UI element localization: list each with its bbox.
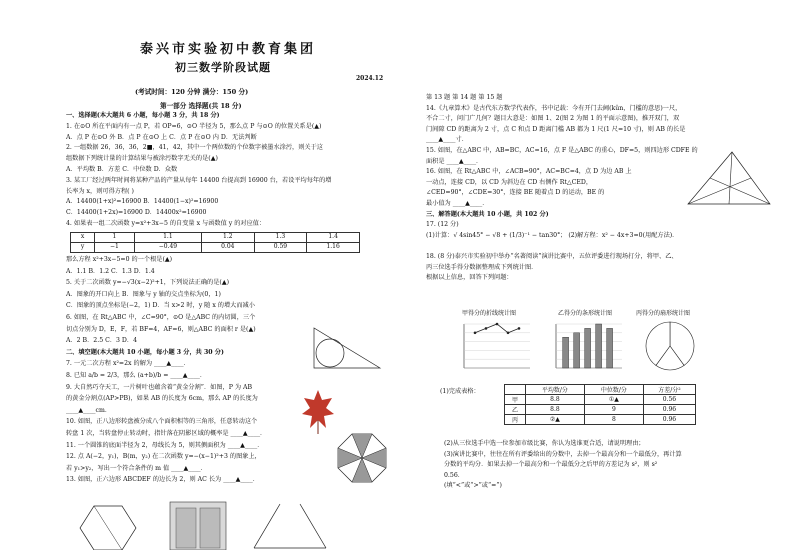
bar [563, 337, 569, 368]
text-line: C．图象的顶点坐标是(−2，1) D．当 x>2 时，y 随 x 的增大而减小 [66, 302, 255, 310]
bar-chart [546, 316, 628, 376]
text-line: 2. 一组数据 26，36，36，2■，41，42，其中一个两位数的个位数字被墨水涂污，则关于这 [66, 144, 323, 152]
table-cell: 0.96 [643, 415, 695, 425]
table-row [71, 233, 360, 243]
table-cell: ①▲ [584, 395, 643, 405]
table-cell: 1.3 [254, 233, 307, 243]
text-line: ∠CED=90°，∠CDE=30°，连接 BE 随着点 D 的运动，BE 的 [426, 189, 605, 197]
text-line: (1)计算：√ 4sin45° − √8 + (1/3)⁻¹ − tan30°； (2)解方程：x² − 4x+3=0(用配方法)． [426, 231, 679, 239]
table-cell: 1.1 [134, 233, 201, 243]
bar [596, 324, 602, 368]
table-cell: 甲 [505, 395, 526, 405]
text-line: ____▲____cm． [66, 406, 112, 414]
pie-chart [640, 316, 700, 376]
text-line: 的黄金分割点(AP>PB)，如果 AB 的长度为 6cm，那么 AP 的长度为 [66, 395, 258, 403]
text-line: A．1.1 B．1.2 C．1.3 D．1.4 [66, 267, 155, 275]
text-line: 分数的平均分．如果去掉一个最高分和一个最低分之后甲的方差记为 s²，则 s² [444, 461, 658, 469]
data-point [518, 327, 521, 330]
text-line: C．14400(1+2x)=16900 D．14400x²=16900 [66, 209, 207, 217]
text-line: 7. 一元二次方程 x²=2x 的解为 ____▲____． [66, 360, 190, 368]
text-line: 切点分别为 D，E，F，若 BF=4，AF=6，则△ABC 的面积 r 是(▲) [66, 325, 256, 333]
bar [574, 333, 580, 368]
text-line: A．图象的开口向上 B．图象与 y 轴的交点坐标为(0，1) [66, 290, 221, 298]
exam-title: 初三数学阶段试题 [175, 61, 271, 74]
octagon-spinner [336, 432, 388, 484]
text-line: 不合二寸，问门广几何？题目大意是：如图 1、2(图 2 为图 1 的平面示意图)，推开双门，双 [426, 115, 680, 123]
table-row [505, 415, 696, 425]
text-line: 1. 在⊙O 所在平面内有一点 P，若 OP=6，⊙O 半径为 5，那么点 P 与⊙O 的位置关系是(▲) [66, 122, 322, 130]
text-line: 18. (8 分)泰兴市实验初中举办“名著阅读”演讲比赛中，五位评委进行现场打分，将甲、乙、 [426, 253, 678, 260]
table-header-cell: 平均数/分 [525, 385, 584, 395]
text-line: A．点 P 在⊙O 外 B．点 P 在⊙O 上 C．点 P 在⊙O 内 D．无法判断 [66, 133, 257, 141]
text-line: 11. 一个圆锥的底面半径为 2，母线长为 5，则其侧面积为 ____▲____． [66, 441, 264, 449]
text-line: 3. 某工厂经过两年时间将某种产品的产量从每年 14400 台提高到 16900 台，若设平均每年的增 [66, 176, 332, 184]
text-line: 6. 如图，在 Rt△ABC 中，∠C=90°，⊙O 是△ABC 的内切圆，三个 [66, 314, 256, 321]
text-line: 15. 如图，在△ABC 中，AB=BC，AC=16，点 F 是△ABC 的重心，DF=5，则四边形 CDFE 的 [426, 147, 698, 154]
table-row [71, 243, 360, 253]
data-point [485, 327, 488, 330]
table-cell: 0.96 [643, 405, 695, 415]
text-line: 10. 如图，正八边形转盘被分成八个面积相等的三角形，任意转动这个 [66, 418, 258, 426]
door-figure [168, 500, 228, 550]
text-line: A．2 B．2.5 C．3 D．4 [66, 337, 138, 345]
part-one-heading: 第一部分 选择题(共 18 分) [160, 102, 242, 110]
table-cell: −0.49 [134, 243, 201, 253]
table-cell: 9 [584, 405, 643, 415]
chart2-title: 乙得分的条形统计图 [558, 310, 613, 317]
text-line: 丙三位选手得分数据整理成下列统计图． [426, 263, 538, 271]
incircle-figure [312, 324, 382, 370]
series-line [475, 324, 519, 333]
text-line: A．14400(1+x)²=16900 B．14400(1−x)²=16900 [66, 198, 219, 206]
table-cell: ②▲ [525, 415, 584, 425]
data-point [507, 332, 510, 335]
table-cell: y [71, 243, 95, 253]
table-q4 [70, 232, 360, 253]
bar [585, 328, 591, 368]
line-chart [454, 316, 536, 376]
text-line: 二、填空题(本大题共 10 小题，每小题 3 分，共 30 分) [66, 348, 224, 356]
text-line: 三、解答题(本大题共 10 小题，共 102 分) [426, 210, 549, 218]
text-line: 8. 已知 a/b = 2/3，那么 (a+b)/b = ____▲____． [66, 372, 207, 379]
text-line: ____▲____寸． [426, 136, 468, 144]
table-cell: 乙 [505, 405, 526, 415]
text-line: 0.56． [444, 471, 464, 479]
chart3-title: 丙得分的扇形统计图 [636, 310, 691, 317]
text-line: 那么方程 x²+3x−5=0 的一个根是(▲) [66, 256, 173, 263]
hexagon-figure [78, 502, 138, 550]
table-header-cell: 方差/分² [643, 385, 695, 395]
text-line: 面积是 ____▲____． [426, 157, 483, 165]
table-header-cell: 中位数/分 [584, 385, 643, 395]
leaf-figure [300, 388, 336, 436]
table-cell: 1.2 [201, 233, 254, 243]
text-line: 门间隙 CD 的距离为 2 寸，点 C 和点 D 距离门槛 AB 都为 1 尺(1 尺=10 寸)，则 AB 的长是 [426, 125, 686, 133]
text-line: 16. 如图，在 Rt△ABC 中，∠ACB=90°，AC=BC=4，点 D 为边 AB 上 [426, 168, 632, 176]
text-line: 若 y₁>y₂，写出一个符合条件的 m 值 ____▲____． [66, 464, 207, 472]
text-line: 转盘 1 次，当转盘停止转动时，指针落在阴影区域的概率是 ____▲____． [66, 430, 267, 437]
result-table [504, 384, 696, 425]
table-cell: 8.8 [525, 405, 584, 415]
table-row [505, 395, 696, 405]
table-cell: 丙 [505, 415, 526, 425]
triangle-figure [684, 148, 774, 208]
table-header-cell [505, 385, 526, 395]
table-cell: 0.04 [201, 243, 254, 253]
chart1-title: 甲得分的折线统计图 [462, 310, 517, 317]
text-line: 14.《九章算术》是古代东方数学代表作，书中记载：今有开门去阃(kǔn，门槛的意思)一尺， [426, 104, 682, 112]
table-cell: −1 [95, 243, 135, 253]
table-cell: 1.16 [307, 243, 360, 253]
text-line: A．平均数 B．方差 C．中位数 D．众数 [66, 166, 178, 173]
table-row [505, 385, 696, 395]
text-line: 一动点，连接 CD，以 CD 为斜边在 CD 右侧作 Rt△CED， [426, 178, 593, 186]
text-line: (填“<”或“>”或“=”) [444, 482, 502, 490]
table-cell: 8 [584, 415, 643, 425]
text-line: 4. 如果表一组二次函数 y=x²+3x−5 的自变量 x 与函数值 y 的对应值： [66, 220, 266, 227]
text-line: (3)演讲比赛中，往往在所有评委给出的分数中，去掉一个最高分和一个最低分，再计算 [444, 450, 682, 458]
text-line: (2)从三位选手中选一位参加市级比赛，你认为选谁更合适，请说明理由； [444, 440, 645, 447]
table-caption: (1)完成表格： [440, 388, 480, 395]
text-line: 根据以上信息，回答下列问题： [426, 274, 513, 282]
text-line: 长率为 x，则可得方程( ) [66, 187, 134, 195]
table-cell: 1.4 [307, 233, 360, 243]
text-line: 一、选择题(本大题共 6 小题，每小题 3 分，共 18 分) [66, 112, 220, 119]
school-title: 泰兴市实验初中教育集团 [140, 42, 317, 57]
data-point [496, 323, 499, 326]
text-line: 组数据下列统计量的计算结果与被涂污数字无关的是(▲) [66, 155, 218, 163]
text-line: 17. (12 分) [426, 221, 459, 229]
table-cell: 1 [95, 233, 135, 243]
exam-date: 2024.12 [356, 75, 384, 82]
text-line: 13. 如图，正六边形 ABCDEF 的边长为 2，则 AC 长为 ____▲____． [66, 476, 259, 484]
text-line: 第 13 题 第 14 题 第 15 题 [426, 94, 503, 101]
table-row [505, 405, 696, 415]
exam-meta: (考试时间：120 分钟 满分：150 分) [135, 88, 249, 96]
table-cell: 0.59 [254, 243, 307, 253]
text-line: 9. 大自然巧夺天工，一片树叶也蕴含着“黄金分割”．如图，P 为 AB [66, 383, 252, 391]
text-line: 5. 关于二次函数 y=−√3(x−2)²+1，下列说法正确的是(▲) [66, 279, 230, 287]
table-cell: 0.56 [643, 395, 695, 405]
text-line: 最小值为 ____▲____． [426, 200, 489, 207]
text-line: 12. 点 A(−2，y₁)，B(m，y₂) 在二次函数 y=−(x−1)²+3 的图象上， [66, 453, 261, 461]
door-plan-figure [250, 500, 330, 550]
data-point [474, 332, 477, 335]
bar [607, 328, 613, 368]
table-cell: x [71, 233, 95, 243]
table-cell: 8.8 [525, 395, 584, 405]
